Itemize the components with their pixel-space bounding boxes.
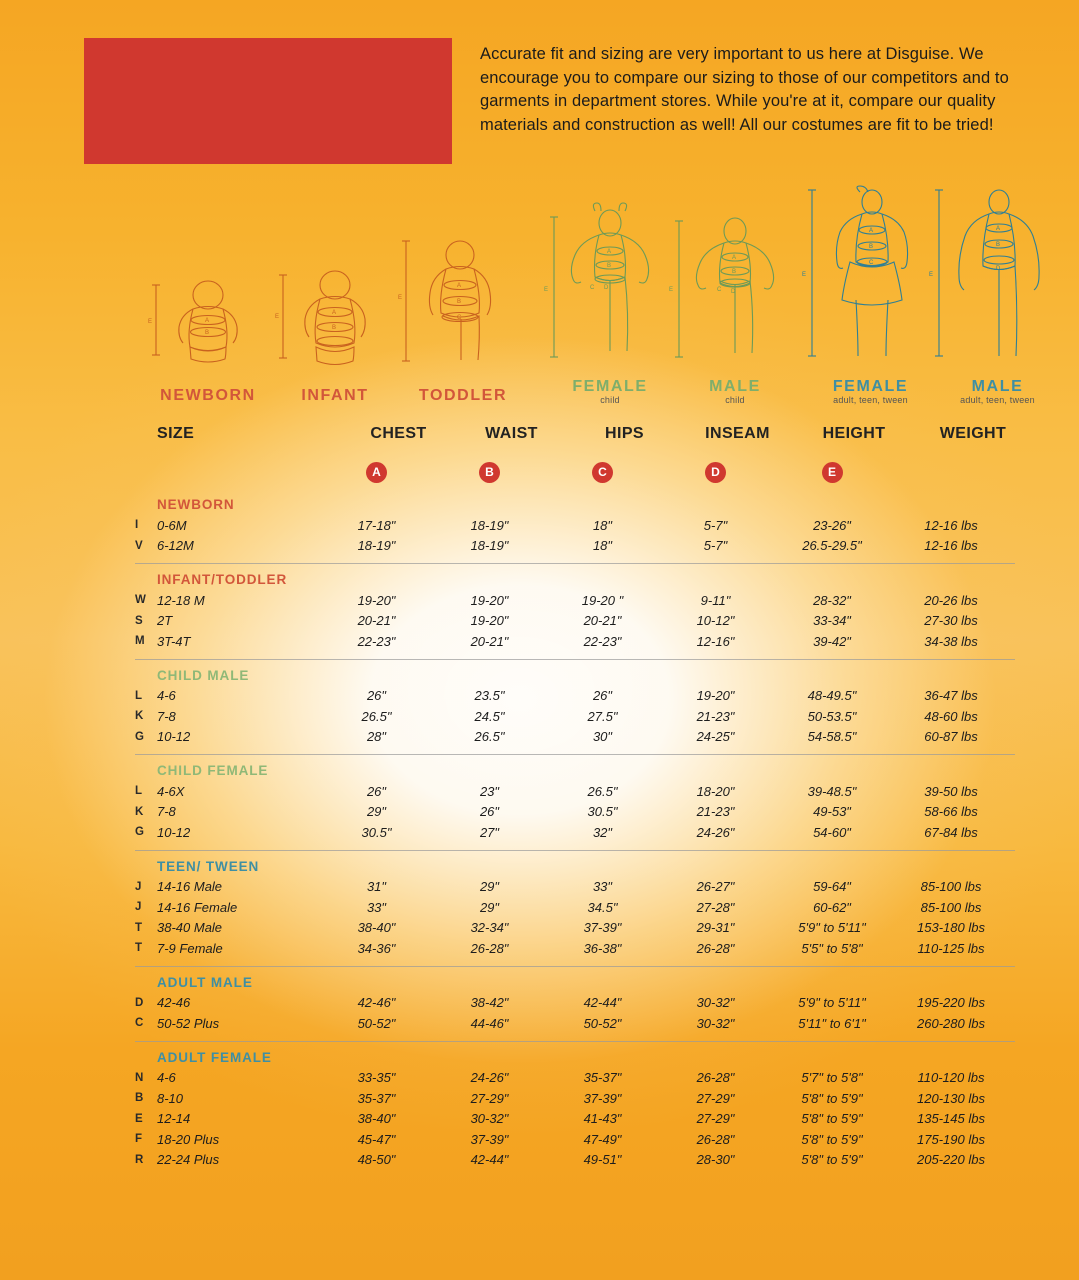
row-key: D bbox=[135, 996, 144, 1009]
cell-weight: 85-100 lbs bbox=[920, 879, 982, 895]
figure-caption-adult-female: FEMALE bbox=[832, 378, 909, 395]
cell-inseam: 21-23" bbox=[696, 708, 735, 724]
row-key: W bbox=[135, 594, 146, 607]
cell-height: 5'8" to 5'9" bbox=[801, 1090, 863, 1106]
cell-inseam: 5-7" bbox=[703, 517, 728, 533]
cell-height: 59-64" bbox=[813, 879, 851, 895]
cell-height: 48-49.5" bbox=[807, 688, 857, 704]
cell-inseam: 29-31" bbox=[696, 920, 735, 936]
cell-hips: 49-51" bbox=[583, 1152, 622, 1168]
group-newborn bbox=[135, 489, 1015, 564]
row-size: 38-40 Male bbox=[157, 920, 223, 936]
table-row bbox=[135, 802, 1015, 823]
svg-text:A: A bbox=[332, 310, 337, 316]
figure-caption-toddler: TODDLER bbox=[418, 387, 508, 404]
row-key: K bbox=[135, 805, 144, 818]
cell-waist: 24.5" bbox=[474, 708, 505, 724]
cell-hips: 18" bbox=[592, 538, 613, 554]
cell-waist: 18-19" bbox=[470, 517, 509, 533]
cell-chest: 29" bbox=[366, 804, 387, 820]
group-adult-male bbox=[135, 967, 1015, 1042]
cell-height: 5'7" to 5'8" bbox=[801, 1070, 863, 1086]
cell-weight: 67-84 lbs bbox=[924, 824, 978, 840]
cell-hips: 20-21" bbox=[583, 613, 622, 629]
cell-weight: 110-120 lbs bbox=[917, 1070, 985, 1086]
svg-text:A: A bbox=[732, 255, 737, 261]
adult-female-body-icon bbox=[798, 184, 943, 374]
letter-badge-e: E bbox=[822, 462, 843, 483]
cell-chest: 26" bbox=[366, 783, 387, 799]
svg-text:C: C bbox=[717, 287, 722, 293]
child-male-body-icon bbox=[665, 199, 805, 374]
row-size: 12-14 bbox=[157, 1111, 191, 1127]
row-size: 3T-4T bbox=[157, 633, 191, 649]
svg-text:E: E bbox=[544, 287, 549, 293]
cell-inseam: 5-7" bbox=[703, 538, 728, 554]
cell-height: 49-53" bbox=[813, 804, 851, 820]
cell-hips: 50-52" bbox=[583, 1015, 622, 1031]
svg-text:E: E bbox=[669, 287, 674, 293]
cell-hips: 37-39" bbox=[583, 920, 622, 936]
row-size: 10-12 bbox=[157, 824, 191, 840]
cell-weight: 12-16 lbs bbox=[924, 517, 978, 533]
cell-inseam: 26-28" bbox=[696, 1070, 735, 1086]
table-row bbox=[135, 897, 1015, 918]
row-size: 2T bbox=[157, 613, 173, 629]
row-key: J bbox=[135, 901, 142, 914]
svg-text:C: C bbox=[457, 315, 462, 321]
table-row bbox=[135, 727, 1015, 748]
cell-weight: 120-130 lbs bbox=[917, 1090, 985, 1106]
svg-text:A: A bbox=[869, 228, 874, 234]
cell-waist: 23.5" bbox=[474, 688, 505, 704]
figure-toddler bbox=[388, 213, 538, 405]
row-size: 7-8 bbox=[157, 708, 176, 724]
table-row bbox=[135, 918, 1015, 939]
cell-height: 5'8" to 5'9" bbox=[801, 1131, 863, 1147]
cell-inseam: 26-28" bbox=[696, 1131, 735, 1147]
cell-height: 28-32" bbox=[813, 592, 851, 608]
table-row bbox=[135, 706, 1015, 727]
cell-weight: 39-50 lbs bbox=[924, 783, 978, 799]
row-size: 7-9 Female bbox=[157, 940, 223, 956]
row-size: 8-10 bbox=[157, 1090, 184, 1106]
cell-inseam: 30-32" bbox=[696, 1015, 735, 1031]
cell-hips: 30.5" bbox=[587, 804, 618, 820]
svg-text:A: A bbox=[205, 318, 210, 324]
cell-height: 5'11" to 6'1" bbox=[798, 1015, 866, 1031]
row-key: J bbox=[135, 880, 142, 893]
cell-hips: 33" bbox=[592, 879, 613, 895]
row-size: 42-46 bbox=[157, 995, 191, 1011]
table-row bbox=[135, 938, 1015, 959]
cell-chest: 26" bbox=[366, 688, 387, 704]
table-row bbox=[135, 993, 1015, 1014]
cell-inseam: 27-28" bbox=[696, 899, 735, 915]
size-table bbox=[135, 425, 1015, 1170]
cell-weight: 60-87 lbs bbox=[924, 729, 978, 745]
cell-height: 54-58.5" bbox=[807, 729, 857, 745]
group-title-newborn: NEWBORN bbox=[157, 497, 235, 512]
row-size: 7-8 bbox=[157, 804, 176, 820]
cell-waist: 26-28" bbox=[470, 940, 509, 956]
figure-child-female bbox=[540, 199, 680, 405]
svg-text:E: E bbox=[802, 272, 807, 278]
figure-caption-infant: INFANT bbox=[301, 387, 369, 404]
cell-weight: 110-125 lbs bbox=[917, 940, 985, 956]
svg-text:E: E bbox=[398, 295, 403, 301]
svg-text:B: B bbox=[996, 242, 1001, 248]
cell-hips: 36-38" bbox=[583, 940, 622, 956]
row-size: 10-12 bbox=[157, 729, 191, 745]
figure-adult-female bbox=[798, 184, 943, 405]
cell-hips: 47-49" bbox=[583, 1131, 622, 1147]
table-row bbox=[135, 1068, 1015, 1089]
figure-caption-child-male: MALE bbox=[709, 378, 761, 395]
figure-sub-child-male: child bbox=[725, 395, 745, 405]
cell-waist: 24-26" bbox=[470, 1070, 509, 1086]
cell-weight: 12-16 lbs bbox=[924, 538, 978, 554]
cell-height: 39-48.5" bbox=[807, 783, 857, 799]
letter-waist bbox=[433, 462, 546, 483]
cell-chest: 42-46" bbox=[357, 995, 396, 1011]
measurement-letter-row bbox=[135, 455, 1015, 489]
cell-weight: 135-145 lbs bbox=[917, 1111, 985, 1127]
row-key: M bbox=[135, 635, 145, 648]
cell-hips: 18" bbox=[592, 517, 613, 533]
group-title-child-male: CHILD MALE bbox=[157, 667, 250, 683]
table-row bbox=[135, 590, 1015, 611]
letter-badge-b: B bbox=[479, 462, 500, 483]
row-size: 0-6M bbox=[157, 517, 187, 533]
header-inseam: INSEAM bbox=[705, 425, 770, 442]
group-title-child-female: CHILD FEMALE bbox=[157, 763, 269, 778]
table-header-row bbox=[135, 425, 1015, 455]
cell-hips: 34.5" bbox=[587, 899, 618, 915]
group-divider bbox=[135, 754, 1015, 755]
cell-height: 5'9" to 5'11" bbox=[798, 995, 866, 1011]
cell-height: 5'9" to 5'11" bbox=[798, 920, 866, 936]
cell-chest: 38-40" bbox=[357, 920, 396, 936]
cell-waist: 38-42" bbox=[470, 995, 509, 1011]
cell-chest: 20-21" bbox=[357, 613, 396, 629]
group-divider bbox=[135, 659, 1015, 660]
table-row bbox=[135, 686, 1015, 707]
cell-chest: 17-18" bbox=[357, 517, 396, 533]
cell-inseam: 30-32" bbox=[696, 995, 735, 1011]
group-title-teen-tween: TEEN/ TWEEN bbox=[157, 858, 260, 874]
cell-waist: 29" bbox=[479, 899, 500, 915]
group-infant-toddler bbox=[135, 564, 1015, 660]
figure-caption-newborn: NEWBORN bbox=[160, 387, 256, 404]
figure-newborn bbox=[138, 223, 278, 405]
cell-hips: 27.5" bbox=[587, 708, 618, 724]
figure-child-male bbox=[665, 199, 805, 405]
cell-chest: 31" bbox=[366, 879, 387, 895]
cell-weight: 20-26 lbs bbox=[924, 592, 978, 608]
table-row bbox=[135, 536, 1015, 557]
header-hips: HIPS bbox=[605, 425, 644, 442]
newborn-body-icon bbox=[138, 223, 278, 383]
cell-inseam: 18-20" bbox=[696, 783, 735, 799]
cell-chest: 45-47" bbox=[357, 1131, 396, 1147]
cell-inseam: 26-27" bbox=[696, 879, 735, 895]
svg-text:B: B bbox=[332, 325, 337, 331]
figure-caption-adult-male: MALE bbox=[971, 378, 1024, 395]
svg-text:A: A bbox=[457, 283, 462, 289]
letter-inseam bbox=[659, 462, 772, 483]
table-row bbox=[135, 1088, 1015, 1109]
cell-hips: 42-44" bbox=[583, 995, 622, 1011]
row-key: V bbox=[135, 539, 143, 552]
cell-weight: 175-190 lbs bbox=[917, 1131, 985, 1147]
group-child-female bbox=[135, 755, 1015, 851]
figure-sub-child-female: child bbox=[600, 395, 620, 405]
header-waist: WAIST bbox=[485, 425, 538, 442]
cell-inseam: 12-16" bbox=[696, 633, 735, 649]
figure-adult-male bbox=[925, 184, 1070, 405]
group-title-adult-female: ADULT FEMALE bbox=[157, 1049, 272, 1065]
cell-chest: 38-40" bbox=[357, 1111, 396, 1127]
intro-paragraph: Accurate fit and sizing are very important to us here at Disguise. We encourage you to compare our sizing to those of our competitors and to garments in department stores. While you're at it, compare our quality materials and construction as well! All our costumes are fit to be tried! bbox=[480, 45, 1009, 134]
table-row bbox=[135, 781, 1015, 802]
table-row bbox=[135, 1150, 1015, 1171]
row-key: T bbox=[135, 921, 143, 934]
cell-hips: 26.5" bbox=[587, 783, 618, 799]
group-title-infant-toddler: INFANT/TODDLER bbox=[157, 572, 288, 587]
svg-text:B: B bbox=[869, 244, 874, 250]
cell-waist: 26.5" bbox=[474, 729, 505, 745]
group-title-adult-male: ADULT MALE bbox=[157, 974, 253, 990]
cell-hips: 37-39" bbox=[583, 1090, 622, 1106]
svg-text:B: B bbox=[205, 330, 210, 336]
svg-text:D: D bbox=[604, 285, 609, 291]
cell-waist: 19-20" bbox=[470, 613, 509, 629]
cell-chest: 50-52" bbox=[357, 1015, 396, 1031]
cell-inseam: 21-23" bbox=[696, 804, 735, 820]
cell-hips: 19-20 " bbox=[581, 592, 624, 608]
cell-waist: 19-20" bbox=[470, 592, 509, 608]
table-row bbox=[135, 1129, 1015, 1150]
cell-waist: 44-46" bbox=[470, 1015, 509, 1031]
cell-inseam: 10-12" bbox=[696, 613, 735, 629]
cell-chest: 33" bbox=[366, 899, 387, 915]
cell-chest: 48-50" bbox=[357, 1152, 396, 1168]
row-key: K bbox=[135, 710, 144, 723]
letter-badge-a: A bbox=[366, 462, 387, 483]
letter-badge-c: C bbox=[592, 462, 613, 483]
cell-weight: 34-38 lbs bbox=[924, 633, 978, 649]
group-divider bbox=[135, 850, 1015, 851]
cell-height: 54-60" bbox=[813, 824, 851, 840]
cell-waist: 27-29" bbox=[470, 1090, 509, 1106]
cell-chest: 30.5" bbox=[361, 824, 392, 840]
row-size: 22-24 Plus bbox=[157, 1152, 220, 1168]
child-female-body-icon bbox=[540, 199, 680, 374]
cell-weight: 48-60 lbs bbox=[924, 708, 978, 724]
cell-chest: 34-36" bbox=[357, 940, 396, 956]
toddler-body-icon bbox=[388, 213, 538, 383]
row-size: 6-12M bbox=[157, 538, 194, 554]
cell-chest: 33-35" bbox=[357, 1070, 396, 1086]
cell-height: 5'8" to 5'9" bbox=[801, 1111, 863, 1127]
cell-hips: 35-37" bbox=[583, 1070, 622, 1086]
cell-height: 39-42" bbox=[813, 633, 851, 649]
cell-height: 5'8" to 5'9" bbox=[801, 1152, 863, 1168]
adult-male-body-icon bbox=[925, 184, 1070, 374]
group-divider bbox=[135, 563, 1015, 564]
svg-text:C: C bbox=[590, 285, 595, 291]
svg-text:A: A bbox=[607, 249, 612, 255]
cell-hips: 22-23" bbox=[583, 633, 622, 649]
cell-height: 50-53.5" bbox=[807, 708, 857, 724]
letter-chest bbox=[320, 462, 433, 483]
cell-inseam: 24-25" bbox=[696, 729, 735, 745]
cell-waist: 30-32" bbox=[470, 1111, 509, 1127]
svg-text:B: B bbox=[732, 269, 737, 275]
cell-inseam: 27-29" bbox=[696, 1090, 735, 1106]
cell-chest: 35-37" bbox=[357, 1090, 396, 1106]
row-key: E bbox=[135, 1112, 143, 1125]
cell-waist: 29" bbox=[479, 879, 500, 895]
header-height: HEIGHT bbox=[822, 425, 886, 442]
cell-hips: 41-43" bbox=[583, 1111, 622, 1127]
cell-height: 23-26" bbox=[813, 517, 851, 533]
table-row bbox=[135, 631, 1015, 652]
cell-chest: 22-23" bbox=[357, 633, 396, 649]
row-key: R bbox=[135, 1153, 144, 1166]
cell-weight: 85-100 lbs bbox=[920, 899, 982, 915]
cell-height: 5'5" to 5'8" bbox=[801, 940, 863, 956]
group-adult-female bbox=[135, 1042, 1015, 1171]
cell-waist: 42-44" bbox=[470, 1152, 509, 1168]
group-divider bbox=[135, 966, 1015, 967]
row-key: N bbox=[135, 1071, 144, 1084]
cell-hips: 30" bbox=[592, 729, 613, 745]
row-key: S bbox=[135, 614, 143, 627]
letter-badge-d: D bbox=[705, 462, 726, 483]
row-key: L bbox=[135, 785, 143, 798]
cell-weight: 36-47 lbs bbox=[924, 688, 978, 704]
table-row bbox=[135, 877, 1015, 898]
cell-weight: 260-280 lbs bbox=[917, 1015, 985, 1031]
cell-weight: 27-30 lbs bbox=[924, 613, 978, 629]
svg-text:D: D bbox=[996, 266, 1001, 272]
group-divider bbox=[135, 1041, 1015, 1042]
cell-waist: 23" bbox=[479, 783, 500, 799]
cell-waist: 18-19" bbox=[470, 538, 509, 554]
header-size: SIZE bbox=[157, 425, 195, 442]
cell-waist: 37-39" bbox=[470, 1131, 509, 1147]
cell-inseam: 9-11" bbox=[700, 592, 731, 608]
row-size: 4-6 bbox=[157, 1070, 176, 1086]
cell-chest: 26.5" bbox=[361, 708, 392, 724]
letter-hips bbox=[546, 462, 659, 483]
cell-chest: 18-19" bbox=[357, 538, 396, 554]
cell-waist: 20-21" bbox=[470, 633, 509, 649]
svg-text:A: A bbox=[996, 226, 1001, 232]
row-size: 18-20 Plus bbox=[157, 1131, 220, 1147]
header-weight: WEIGHT bbox=[939, 425, 1007, 442]
group-child-male bbox=[135, 660, 1015, 756]
cell-weight: 153-180 lbs bbox=[917, 920, 985, 936]
logo-placeholder-block bbox=[84, 38, 452, 164]
svg-text:B: B bbox=[607, 263, 612, 269]
row-key: L bbox=[135, 689, 143, 702]
svg-text:D: D bbox=[731, 289, 736, 295]
figure-infant bbox=[265, 223, 405, 405]
cell-height: 33-34" bbox=[813, 613, 851, 629]
cell-chest: 28" bbox=[366, 729, 387, 745]
cell-waist: 32-34" bbox=[470, 920, 509, 936]
cell-inseam: 26-28" bbox=[696, 940, 735, 956]
cell-inseam: 24-26" bbox=[696, 824, 735, 840]
figure-caption-child-female: FEMALE bbox=[572, 378, 648, 395]
letter-height bbox=[772, 462, 892, 483]
svg-text:C: C bbox=[869, 260, 874, 266]
row-key: I bbox=[135, 519, 139, 532]
cell-chest: 19-20" bbox=[357, 592, 396, 608]
table-row bbox=[135, 515, 1015, 536]
cell-weight: 58-66 lbs bbox=[924, 804, 978, 820]
cell-inseam: 28-30" bbox=[696, 1152, 735, 1168]
svg-text:B: B bbox=[457, 299, 462, 305]
cell-hips: 32" bbox=[592, 824, 613, 840]
cell-hips: 26" bbox=[592, 688, 613, 704]
svg-text:E: E bbox=[929, 272, 934, 278]
row-key: B bbox=[135, 1092, 144, 1105]
figure-sub-adult-female: adult, teen, tween bbox=[833, 395, 908, 405]
header-chest: CHEST bbox=[370, 425, 427, 442]
infant-body-icon bbox=[265, 223, 405, 383]
row-size: 14-16 Male bbox=[157, 879, 223, 895]
cell-inseam: 27-29" bbox=[696, 1111, 735, 1127]
table-row bbox=[135, 611, 1015, 632]
row-key: G bbox=[135, 826, 144, 839]
cell-waist: 26" bbox=[479, 804, 500, 820]
row-size: 50-52 Plus bbox=[157, 1015, 220, 1031]
row-size: 14-16 Female bbox=[157, 899, 238, 915]
table-row bbox=[135, 1109, 1015, 1130]
cell-height: 60-62" bbox=[813, 899, 851, 915]
cell-weight: 195-220 lbs bbox=[917, 995, 985, 1011]
cell-height: 26.5-29.5" bbox=[802, 538, 862, 554]
table-row bbox=[135, 1013, 1015, 1034]
svg-text:E: E bbox=[275, 314, 280, 320]
row-key: T bbox=[135, 942, 143, 955]
row-key: F bbox=[135, 1133, 143, 1146]
svg-text:E: E bbox=[148, 319, 153, 325]
figure-row bbox=[120, 195, 1050, 405]
table-row bbox=[135, 822, 1015, 843]
row-size: 4-6X bbox=[157, 783, 185, 799]
group-teen-tween bbox=[135, 851, 1015, 967]
row-key: G bbox=[135, 730, 144, 743]
figure-sub-adult-male: adult, teen, tween bbox=[960, 395, 1035, 405]
row-key: C bbox=[135, 1017, 144, 1030]
cell-weight: 205-220 lbs bbox=[917, 1152, 985, 1168]
cell-inseam: 19-20" bbox=[696, 688, 735, 704]
row-size: 4-6 bbox=[157, 688, 176, 704]
row-size: 12-18 M bbox=[157, 592, 205, 608]
cell-waist: 27" bbox=[479, 824, 500, 840]
